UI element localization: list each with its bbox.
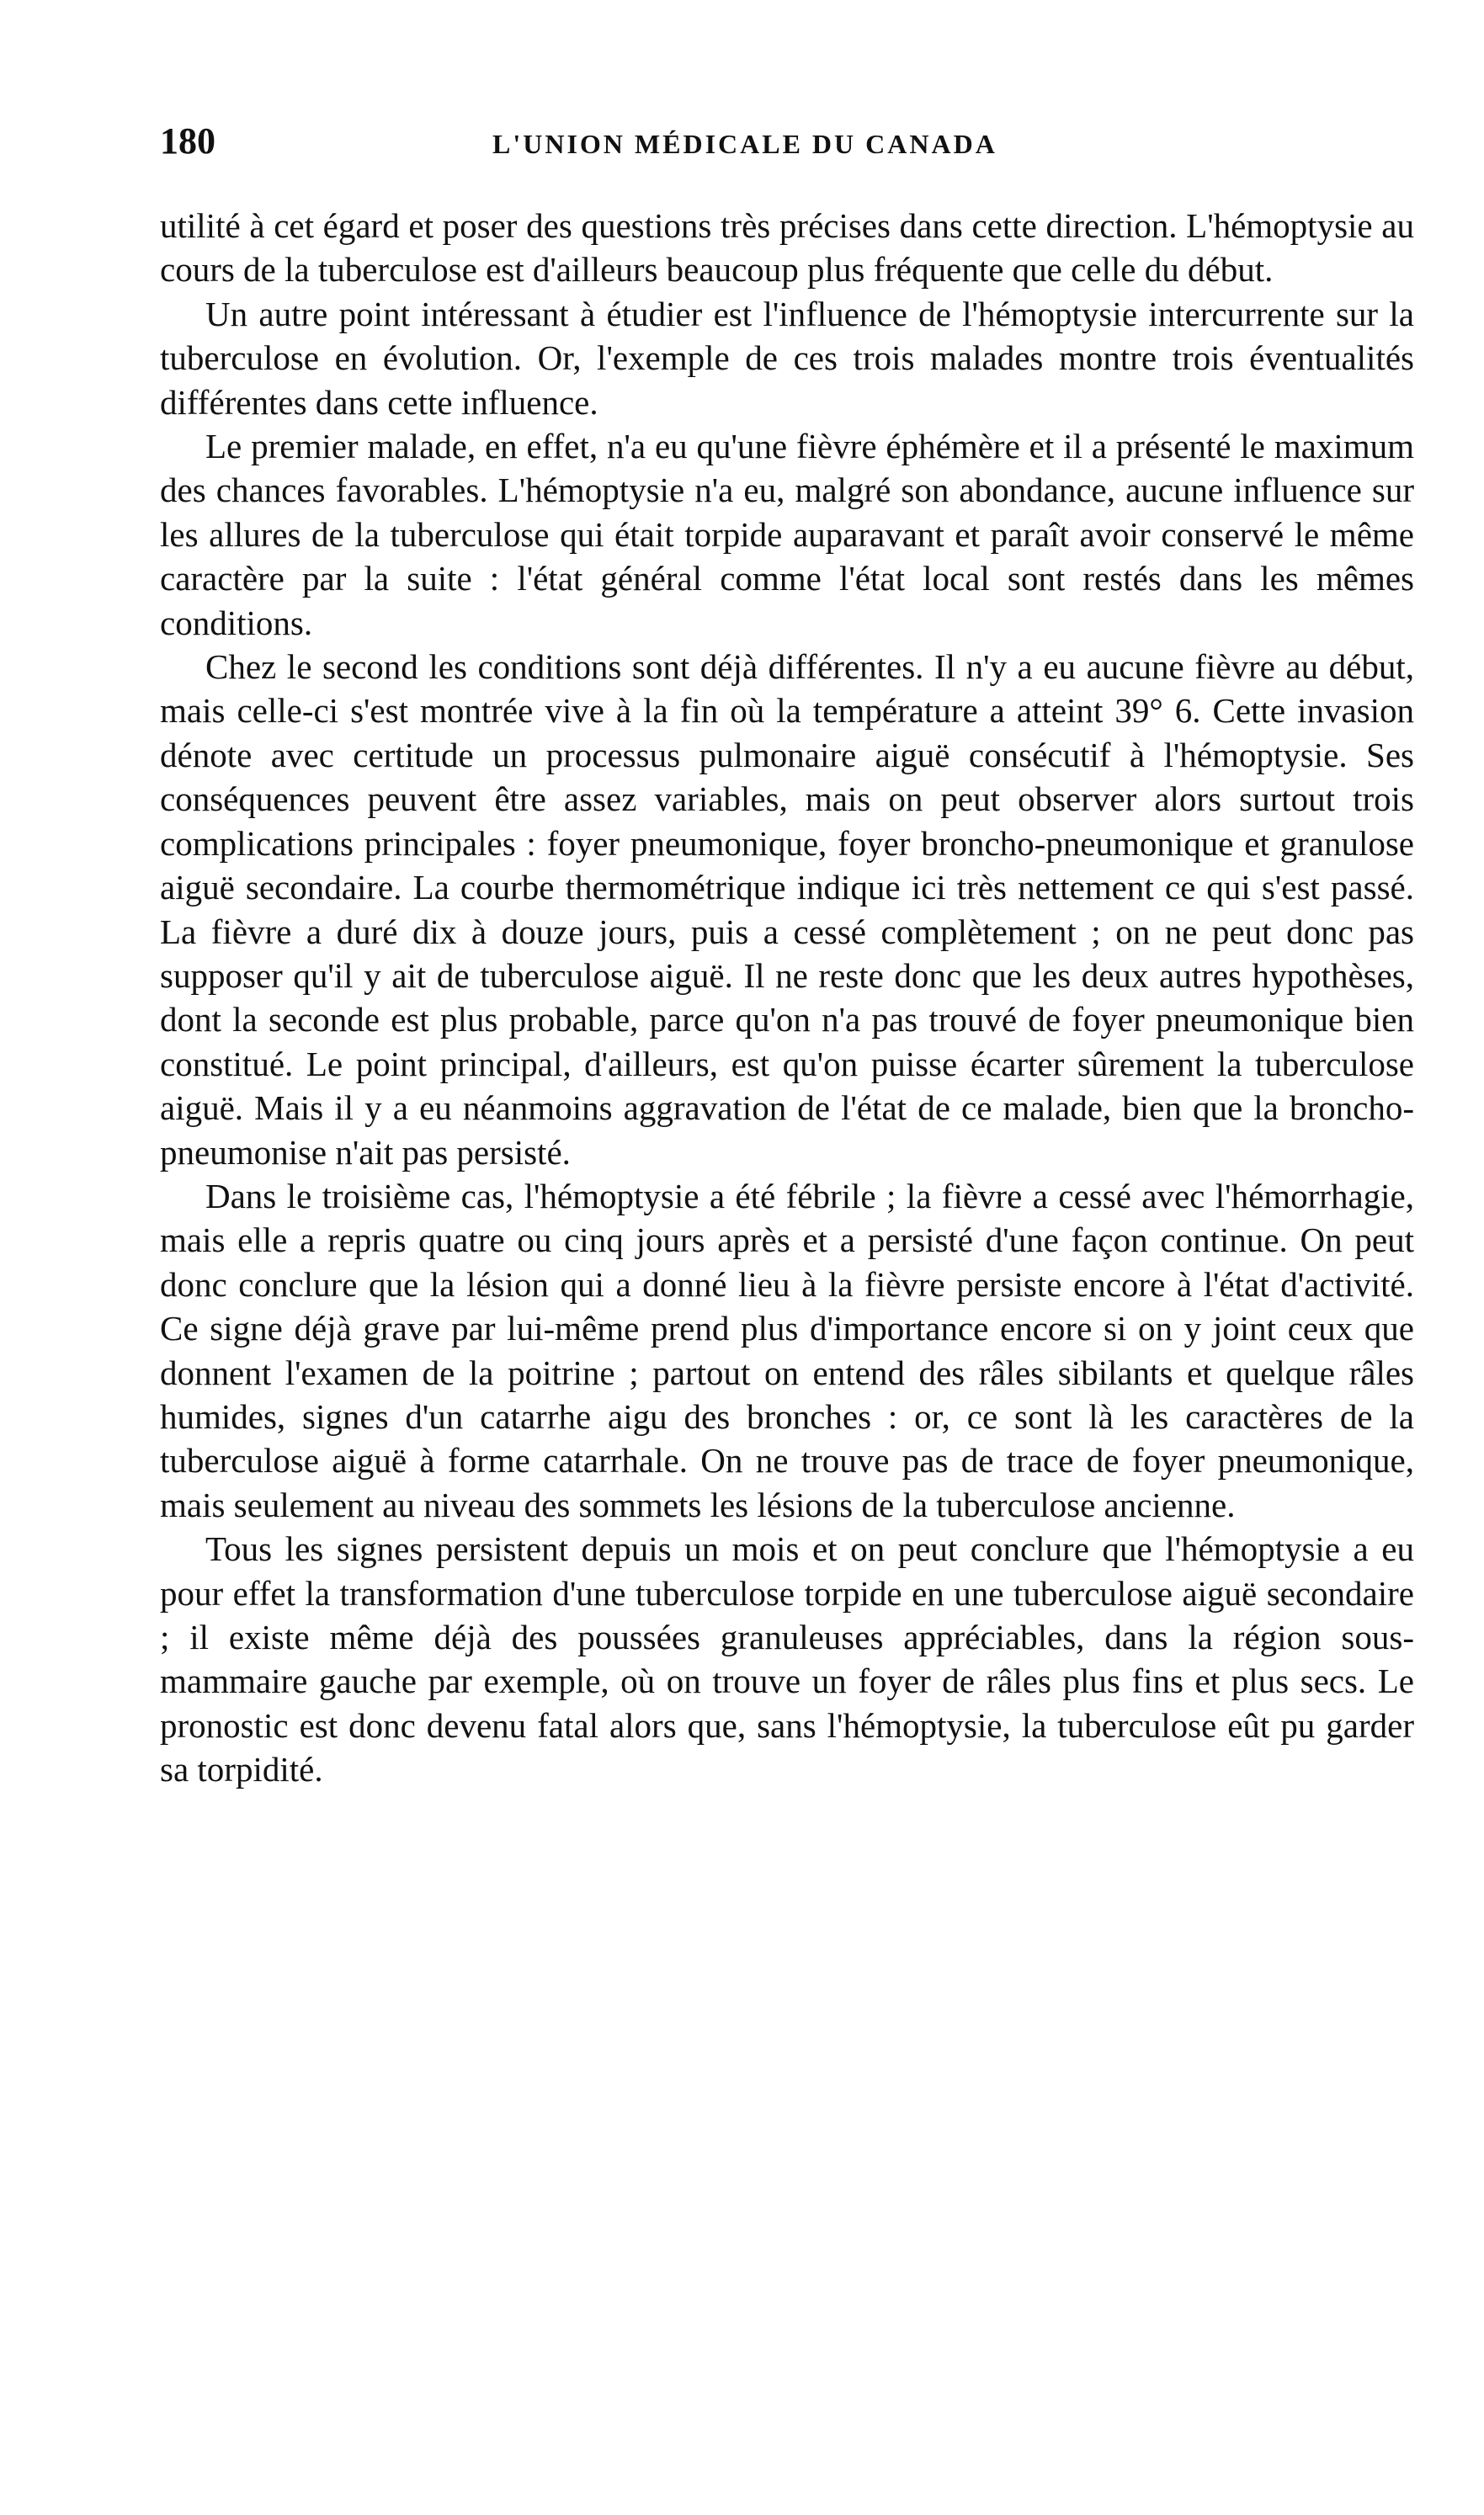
paragraph-2: Un autre point intéressant à étudier est l'influence de l'hémoptysie intercurrente sur la tuberculose en évolution. Or, l'exemple de ces trois malades montre trois éventualités différentes dans cette influence.	[160, 294, 1414, 422]
paragraph-4: Chez le second les conditions sont déjà différentes. Il n'y a eu aucune fièvre au début, mais celle-ci s'est montrée vive à la fin où la température a atteint 39° 6. Cette invasion dénote avec certitude un processus pulmonaire aiguë consécutif à l'hémoptysie. Ses conséquences peuvent être assez variables, mais on peut observer alors surtout trois complications principales : foyer pneumonique, foyer broncho-pneumonique et granulose aiguë secondaire. La courbe thermométrique indique ici très nettement ce qui s'est passé. La fièvre a duré dix à douze jours, puis a cessé complètement ; on ne peut donc pas supposer qu'il y ait de tuberculose aiguë. Il ne reste donc que les deux autres hypothèses, dont la seconde est plus probable, parce qu'on n'a pas trouvé de foyer pneumonique bien constitué. Le point principal, d'ailleurs, est qu'on puisse écarter sûrement la tuberculose aiguë. Mais il y a eu néanmoins aggravation de l'état de ce malade, bien que la broncho-pneumonise n'ait pas persisté.	[160, 647, 1414, 1172]
paragraph-6: Tous les signes persistent depuis un mois et on peut conclure que l'hémoptysie a eu pour effet la transformation d'une tuberculose torpide en une tuberculose aiguë secondaire ; il existe même déjà des poussées granuleuses appréciables, dans la région sous-mammaire gauche par exemple, où on trouve un foyer de râles plus fins et plus secs. Le pronostic est donc devenu fatal alors que, sans l'hémoptysie, la tuberculose eût pu garder sa torpidité.	[160, 1529, 1414, 1789]
running-title: L'UNION MÉDICALE DU CANADA	[492, 129, 997, 159]
paragraph-5: Dans le troisième cas, l'hémoptysie a été fébrile ; la fièvre a cessé avec l'hémorrhagie, mais elle a repris quatre ou cinq jours après et a persisté d'une façon continue. On peut donc conclure que la lésion qui a donné lieu à la fièvre persiste encore à l'état d'activité. Ce signe déjà grave par lui-même prend plus d'importance encore si on y joint ceux que donnent l'examen de la poitrine ; partout on entend des râles sibilants et quelque râles humides, signes d'un catarrhe aigu des bronches : or, ce sont là les caractères de la tuberculose aiguë à forme catarrhale. On ne trouve pas de trace de foyer pneumonique, mais seulement au niveau des sommets les lésions de la tuberculose ancienne.	[160, 1176, 1414, 1524]
paragraph-1: utilité à cet égard et poser des questions très précises dans cette direction. L'hémoptysie au cours de la tuberculose est d'ailleurs beaucoup plus fréquente que celle du début.	[160, 206, 1414, 290]
page-header	[160, 116, 1431, 175]
paragraph-3: Le premier malade, en effet, n'a eu qu'une fièvre éphémère et il a présenté le maximum des chances favorables. L'hémoptysie n'a eu, malgré son abondance, aucune influence sur les allures de la tuberculose qui était torpide auparavant et paraît avoir conservé le même caractère par la suite : l'état général comme l'état local sont restés dans les mêmes conditions.	[160, 427, 1414, 642]
page-number: 180	[160, 120, 215, 162]
article-body	[160, 204, 1414, 1792]
